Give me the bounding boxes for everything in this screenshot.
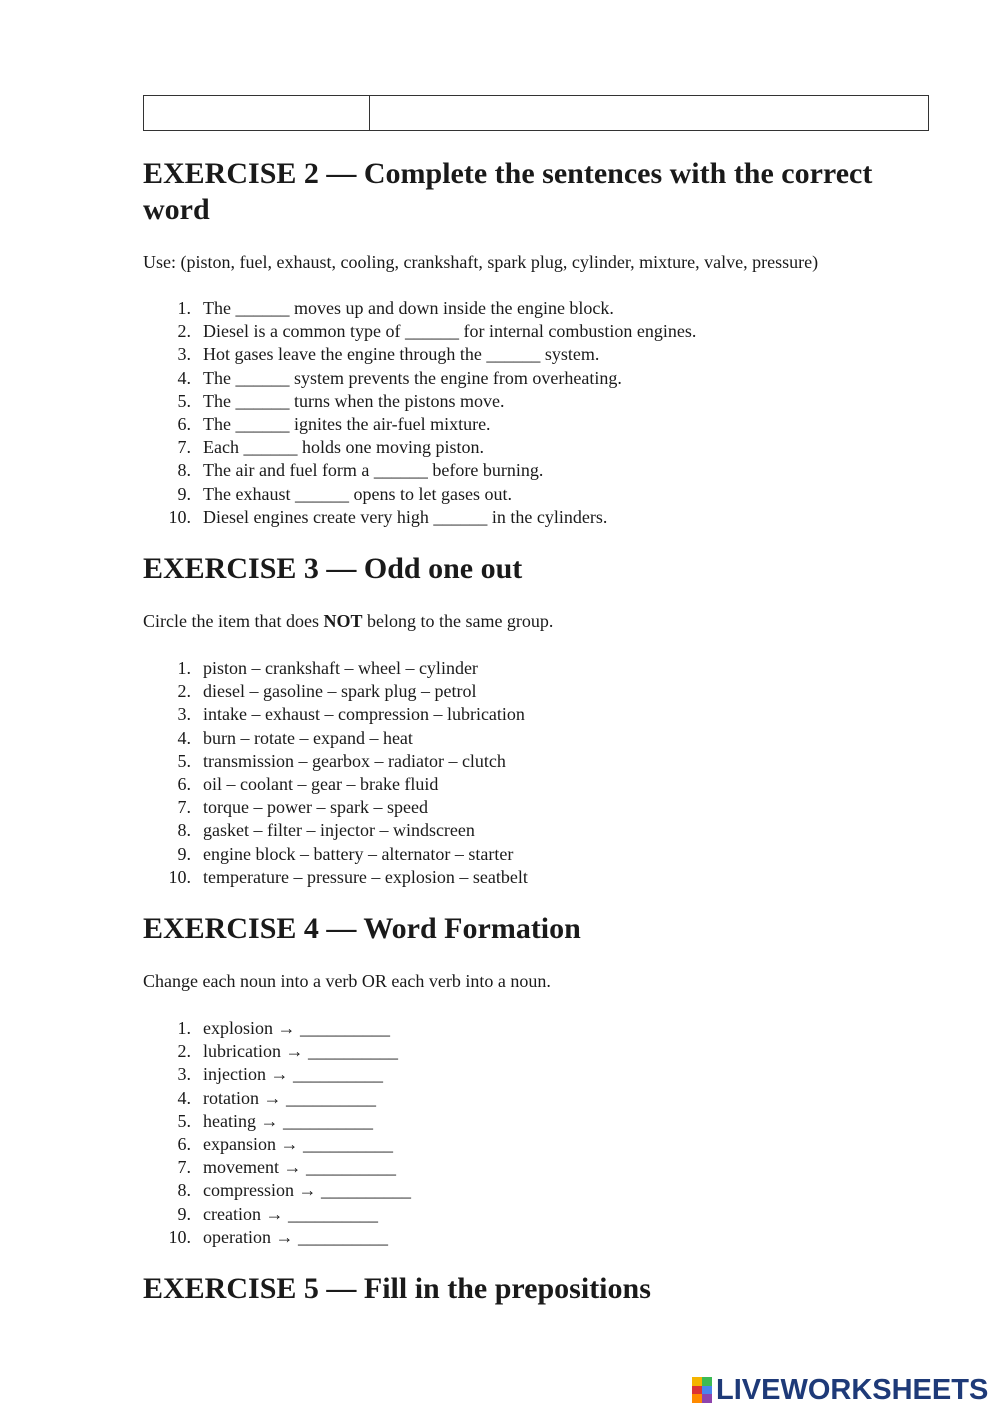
list-item xyxy=(143,390,696,413)
item-text: The ______ system prevents the engine from overheating. xyxy=(203,367,622,388)
item-number: 1. xyxy=(177,298,191,318)
list-item xyxy=(143,1110,411,1133)
exercise-3-title: EXERCISE 3 — Odd one out xyxy=(143,552,523,585)
item-text: injection → __________ xyxy=(203,1064,383,1085)
item-text: gasket – filter – injector – windscreen xyxy=(203,820,475,841)
list-item xyxy=(143,436,696,459)
exercise-3-instruction-pre: Circle the item that does xyxy=(143,611,324,631)
exercise-5-title: EXERCISE 5 — Fill in the prepositions xyxy=(143,1272,651,1305)
exercise-3-instruction xyxy=(143,610,553,632)
exercise-2-title xyxy=(143,156,933,228)
logo-icon-block xyxy=(692,1394,702,1403)
list-item xyxy=(143,657,528,680)
exercise-3-list xyxy=(143,657,528,889)
exercise-5-section xyxy=(143,1271,933,1307)
liveworksheets-logo-icon xyxy=(692,1377,712,1403)
logo-icon-block xyxy=(702,1377,712,1386)
list-item xyxy=(143,680,528,703)
item-number: 4. xyxy=(177,727,191,748)
list-item xyxy=(143,459,696,482)
exercise-4-section xyxy=(143,911,933,1247)
item-number: 10. xyxy=(168,866,191,887)
item-text: The exhaust ______ opens to let gases out. xyxy=(203,483,512,504)
item-text: Diesel is a common type of ______ for internal combustion engines. xyxy=(203,321,697,342)
item-text: temperature – pressure – explosion – seatbelt xyxy=(203,866,528,887)
header-table-cell-right xyxy=(370,96,928,130)
list-item xyxy=(143,866,528,889)
item-text: Hot gases leave the engine through the ______ system. xyxy=(203,344,600,365)
list-item xyxy=(143,320,696,343)
list-item xyxy=(143,297,696,320)
item-number: 3. xyxy=(177,704,191,725)
item-number: 8. xyxy=(177,820,191,841)
item-number: 1. xyxy=(177,1018,191,1038)
item-text: The ______ moves up and down inside the engine block. xyxy=(203,298,614,318)
item-text: torque – power – spark – speed xyxy=(203,797,428,818)
item-number: 9. xyxy=(177,483,191,504)
list-item xyxy=(143,1226,411,1249)
list-item xyxy=(143,773,528,796)
item-text: transmission – gearbox – radiator – clutch xyxy=(203,750,506,771)
list-item xyxy=(143,1087,411,1110)
item-number: 10. xyxy=(168,1226,191,1247)
item-text: Diesel engines create very high ______ in the cylinders. xyxy=(203,506,608,527)
liveworksheets-logo[interactable] xyxy=(692,1372,988,1408)
exercise-4-instruction: Change each noun into a verb OR each verb into a noun. xyxy=(143,971,551,991)
item-number: 7. xyxy=(177,437,191,458)
item-number: 5. xyxy=(177,390,191,411)
item-number: 10. xyxy=(168,506,191,527)
list-item xyxy=(143,1179,411,1202)
item-number: 3. xyxy=(177,344,191,365)
exercise-2-title-line-1: EXERCISE 2 — Complete the sentences with the correct xyxy=(143,157,873,190)
item-text: engine block – battery – alternator – starter xyxy=(203,843,514,864)
item-number: 2. xyxy=(177,321,191,342)
liveworksheets-logo-text: LIVEWORKSHEETS xyxy=(716,1373,989,1406)
item-number: 8. xyxy=(177,1180,191,1201)
list-item xyxy=(143,506,696,529)
exercise-2-list xyxy=(143,297,696,529)
exercise-3-instruction-emphasis: NOT xyxy=(323,611,363,631)
exercise-2-section xyxy=(143,156,933,527)
list-item xyxy=(143,1017,411,1040)
item-number: 4. xyxy=(177,367,191,388)
item-number: 1. xyxy=(177,658,191,678)
item-text: rotation → __________ xyxy=(203,1087,376,1108)
item-number: 8. xyxy=(177,460,191,481)
list-item xyxy=(143,1040,411,1063)
list-item xyxy=(143,1203,411,1226)
item-text: oil – coolant – gear – brake fluid xyxy=(203,774,439,795)
item-text: creation → __________ xyxy=(203,1203,378,1224)
item-number: 2. xyxy=(177,1041,191,1062)
logo-icon-block xyxy=(702,1386,712,1394)
exercise-3-section xyxy=(143,551,933,887)
list-item xyxy=(143,483,696,506)
list-item xyxy=(143,727,528,750)
logo-icon-block xyxy=(692,1386,702,1394)
item-text: compression → __________ xyxy=(203,1180,411,1201)
item-text: heating → __________ xyxy=(203,1110,373,1131)
item-text: Each ______ holds one moving piston. xyxy=(203,437,484,458)
item-text: The air and fuel form a ______ before burning. xyxy=(203,460,544,481)
list-item xyxy=(143,413,696,436)
item-number: 5. xyxy=(177,1110,191,1131)
item-number: 6. xyxy=(177,414,191,435)
item-text: lubrication → __________ xyxy=(203,1041,398,1062)
exercise-4-title: EXERCISE 4 — Word Formation xyxy=(143,912,581,945)
item-number: 6. xyxy=(177,774,191,795)
exercise-2-title-line-2: word xyxy=(143,193,210,226)
list-item xyxy=(143,367,696,390)
logo-icon-block xyxy=(702,1394,712,1403)
item-text: movement → __________ xyxy=(203,1157,396,1178)
item-number: 5. xyxy=(177,750,191,771)
list-item xyxy=(143,343,696,366)
list-item xyxy=(143,819,528,842)
item-number: 7. xyxy=(177,797,191,818)
item-text: The ______ ignites the air-fuel mixture. xyxy=(203,414,491,435)
item-text: operation → __________ xyxy=(203,1226,388,1247)
list-item xyxy=(143,843,528,866)
list-item xyxy=(143,1063,411,1086)
item-text: intake – exhaust – compression – lubrication xyxy=(203,704,525,725)
item-number: 6. xyxy=(177,1134,191,1155)
exercise-2-instruction: Use: (piston, fuel, exhaust, cooling, crankshaft, spark plug, cylinder, mixture, valve, pressure) xyxy=(143,252,819,272)
list-item xyxy=(143,1133,411,1156)
item-text: piston – crankshaft – wheel – cylinder xyxy=(203,658,478,678)
exercise-4-list xyxy=(143,1017,411,1249)
item-number: 4. xyxy=(177,1087,191,1108)
item-number: 9. xyxy=(177,843,191,864)
list-item xyxy=(143,796,528,819)
header-table xyxy=(143,95,929,131)
item-text: The ______ turns when the pistons move. xyxy=(203,390,505,411)
list-item xyxy=(143,703,528,726)
item-text: burn – rotate – expand – heat xyxy=(203,727,413,748)
list-item xyxy=(143,1156,411,1179)
item-number: 2. xyxy=(177,681,191,702)
item-number: 7. xyxy=(177,1157,191,1178)
header-table-cell-left xyxy=(144,96,370,130)
list-item xyxy=(143,750,528,773)
item-text: explosion → __________ xyxy=(203,1018,390,1038)
logo-icon-block xyxy=(692,1377,702,1386)
item-text: diesel – gasoline – spark plug – petrol xyxy=(203,681,477,702)
item-text: expansion → __________ xyxy=(203,1134,393,1155)
exercise-3-instruction-post: belong to the same group. xyxy=(362,611,554,631)
item-number: 9. xyxy=(177,1203,191,1224)
item-number: 3. xyxy=(177,1064,191,1085)
